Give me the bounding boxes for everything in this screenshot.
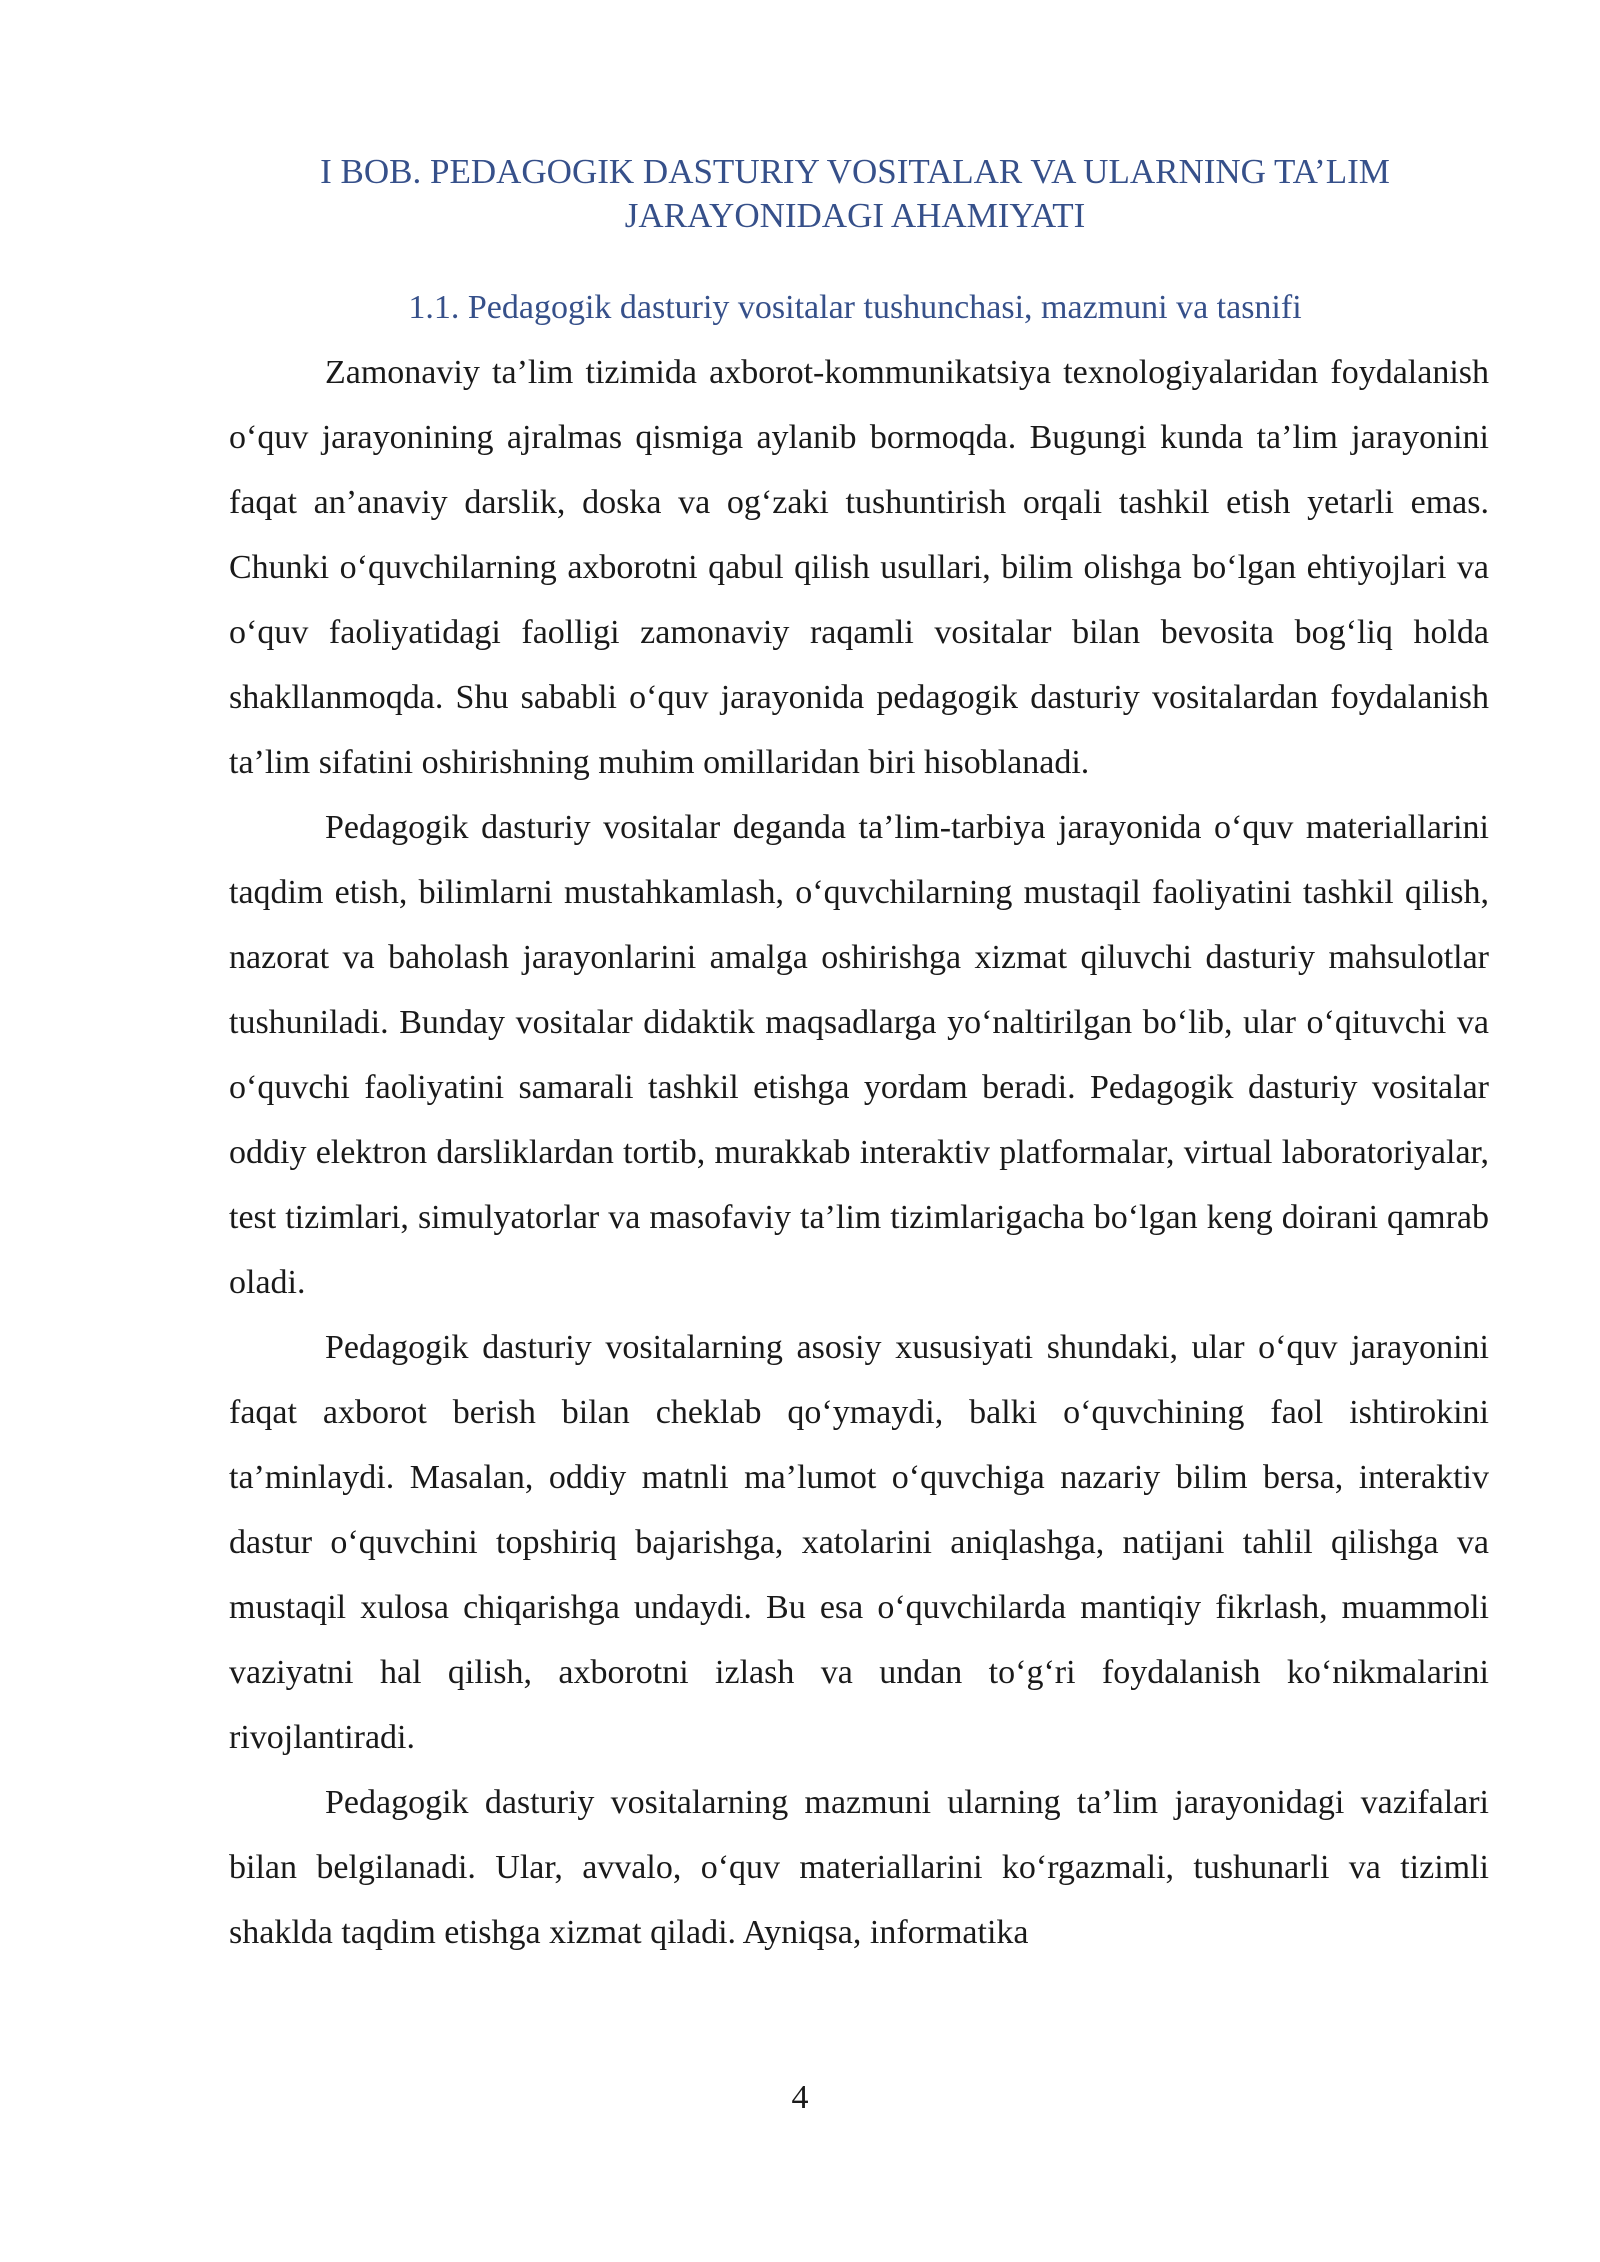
chapter-title: I BOB. PEDAGOGIK DASTURIY VOSITALAR VA ULARNING TA’LIM JARAYONIDAGI AHAMIYATI: [320, 152, 1390, 235]
paragraph: Pedagogik dasturiy vositalarning mazmuni ularning ta’lim jarayonidagi vazifalari bilan belgilanadi. Ular, avvalo, o‘quv materiallarini ko‘rgazmali, tushunarli va tizimli shaklda taqdim etishga xizmat qiladi. Ayniqsa, informatika: [229, 1784, 1489, 1951]
paragraph: Zamonaviy ta’lim tizimida axborot-kommunikatsiya texnologiyalaridan foydalanish o‘quv jarayonining ajralmas qismiga aylanib bormoqda. Bugungi kunda ta’lim jarayonini faqat an’anaviy darslik, doska va og‘zaki tushuntirish orqali tashkil etish yetarli emas. Chunki o‘quvchilarning axborotni qabul qilish usullari, bilim olishga bo‘lgan ehtiyojlari va o‘quv faoliyatidagi faolligi zamonaviy raqamli vositalar bilan bevosita bog‘liq holda shakllanmoqda. Shu sababli o‘quv jarayonida pedagogik dasturiy vositalardan foydalanish ta’lim sifatini oshirishning muhim omillaridan biri hisoblanadi.: [229, 354, 1489, 781]
paragraph: Pedagogik dasturiy vositalarning asosiy xususiyati shundaki, ular o‘quv jarayonini faqat axborot berish bilan cheklab qo‘ymaydi, balki o‘quvchining faol ishtirokini ta’minlaydi. Masalan, oddiy matnli ma’lumot o‘quvchiga nazariy bilim bersa, interaktiv dastur o‘quvchini topshiriq bajarishga, xatolarini aniqlashga, natijani tahlil qilishga va mustaqil xulosa chiqarishga undaydi. Bu esa o‘quvchilarda mantiqiy fikrlash, muammoli vaziyatni hal qilish, axborotni izlash va undan to‘g‘ri foydalanish ko‘nikmalarini rivojlantiradi.: [229, 1329, 1489, 1756]
paragraph: Pedagogik dasturiy vositalar deganda ta’lim-tarbiya jarayonida o‘quv materiallarini taqdim etish, bilimlarni mustahkamlash, o‘quvchilarning mustaqil faoliyatini tashkil qilish, nazorat va baholash jarayonlarini amalga oshirishga xizmat qiluvchi dasturiy mahsulotlar tushuniladi. Bunday vositalar didaktik maqsadlarga yo‘naltirilgan bo‘lib, ular o‘qituvchi va o‘quvchi faoliyatini samarali tashkil etishga yordam beradi. Pedagogik dasturiy vositalar oddiy elektron darsliklardan tortib, murakkab interaktiv platformalar, virtual laboratoriyalar, test tizimlari, simulyatorlar va masofaviy ta’lim tizimlarigacha bo‘lgan keng doirani qamrab oladi.: [229, 809, 1489, 1301]
section-title: 1.1. Pedagogik dasturiy vositalar tushunchasi, mazmuni va tasnifi: [408, 289, 1302, 326]
body-text: [229, 340, 1489, 1965]
page-number: 4: [791, 2079, 809, 2116]
